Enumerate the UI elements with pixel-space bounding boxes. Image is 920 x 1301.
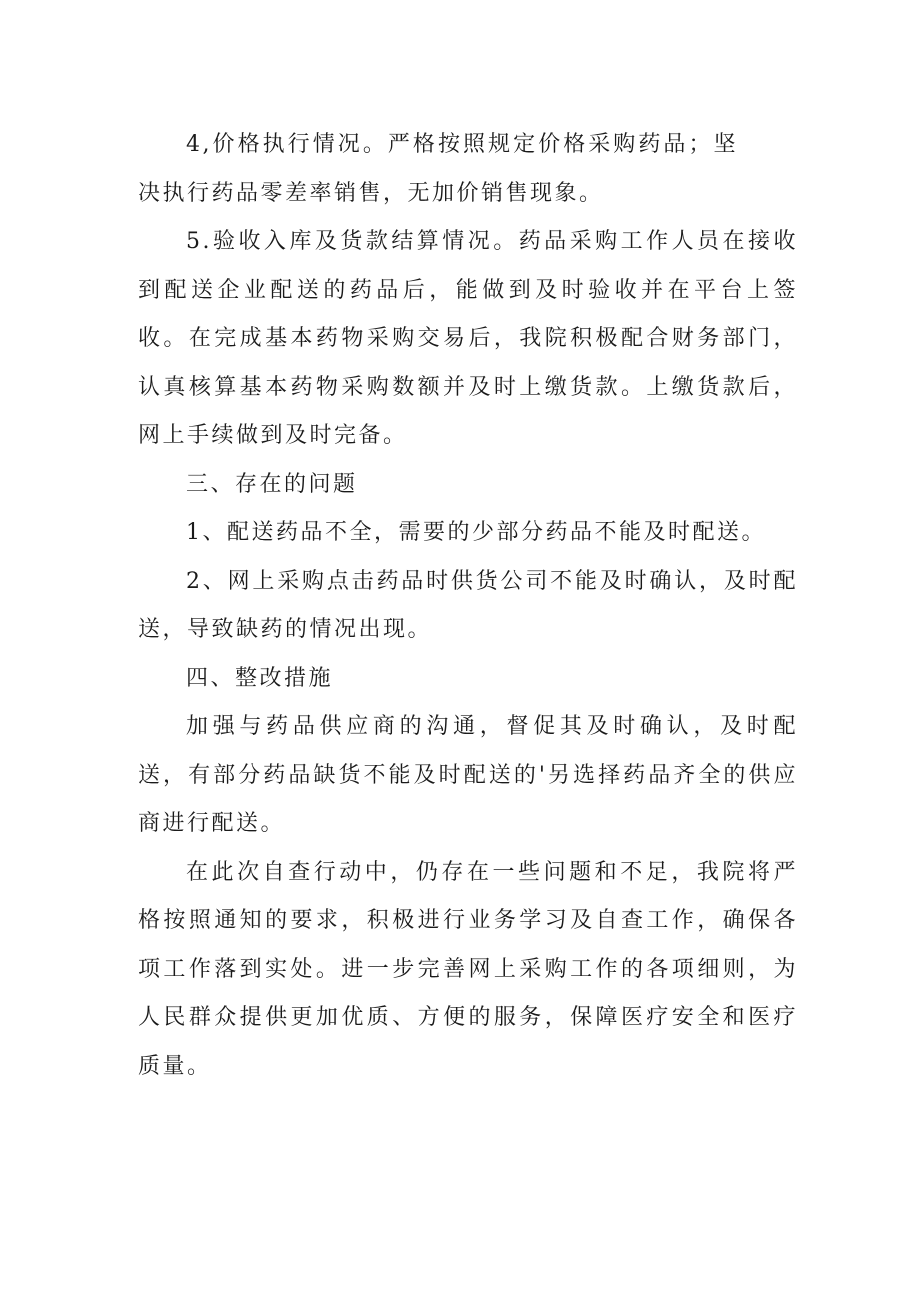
paragraph-price-execution: 4,价格执行情况。严格按照规定价格采购药品；坚决执行药品零差率销售，无加价销售现象。 xyxy=(138,132,738,206)
section-heading-problems: 三、存在的问题 xyxy=(186,471,358,497)
paragraph-problem-2: 2、网上采购点击药品时供货公司不能及时确认，及时配送，导致缺药的情况出现。 xyxy=(138,568,798,642)
document-body xyxy=(138,121,798,1091)
section-heading-measures: 四、整改措施 xyxy=(186,665,334,691)
paragraph-measures: 加强与药品供应商的沟通，督促其及时确认，及时配送，有部分药品缺货不能及时配送的'另选择药品齐全的供应商进行配送。 xyxy=(138,714,798,836)
paragraph-problem-1: 1、配送药品不全，需要的少部分药品不能及时配送。 xyxy=(186,520,766,545)
paragraph-conclusion: 在此次自查行动中，仍存在一些问题和不足，我院将严格按照通知的要求，积极进行业务学习及自查工作，确保各项工作落到实处。进一步完善网上采购工作的各项细则，为人民群众提供更加优质、方便的服务，保障医疗安全和医疗质量。 xyxy=(138,859,798,1079)
paragraph-acceptance-settlement: 5.验收入库及货款结算情况。药品采购工作人员在接收到配送企业配送的药品后，能做到及时验收并在平台上签收。在完成基本药物采购交易后，我院积极配合财务部门，认真核算基本药物采购数额并及时上缴货款。上缴货款后，网上手续做到及时完备。 xyxy=(138,229,798,448)
